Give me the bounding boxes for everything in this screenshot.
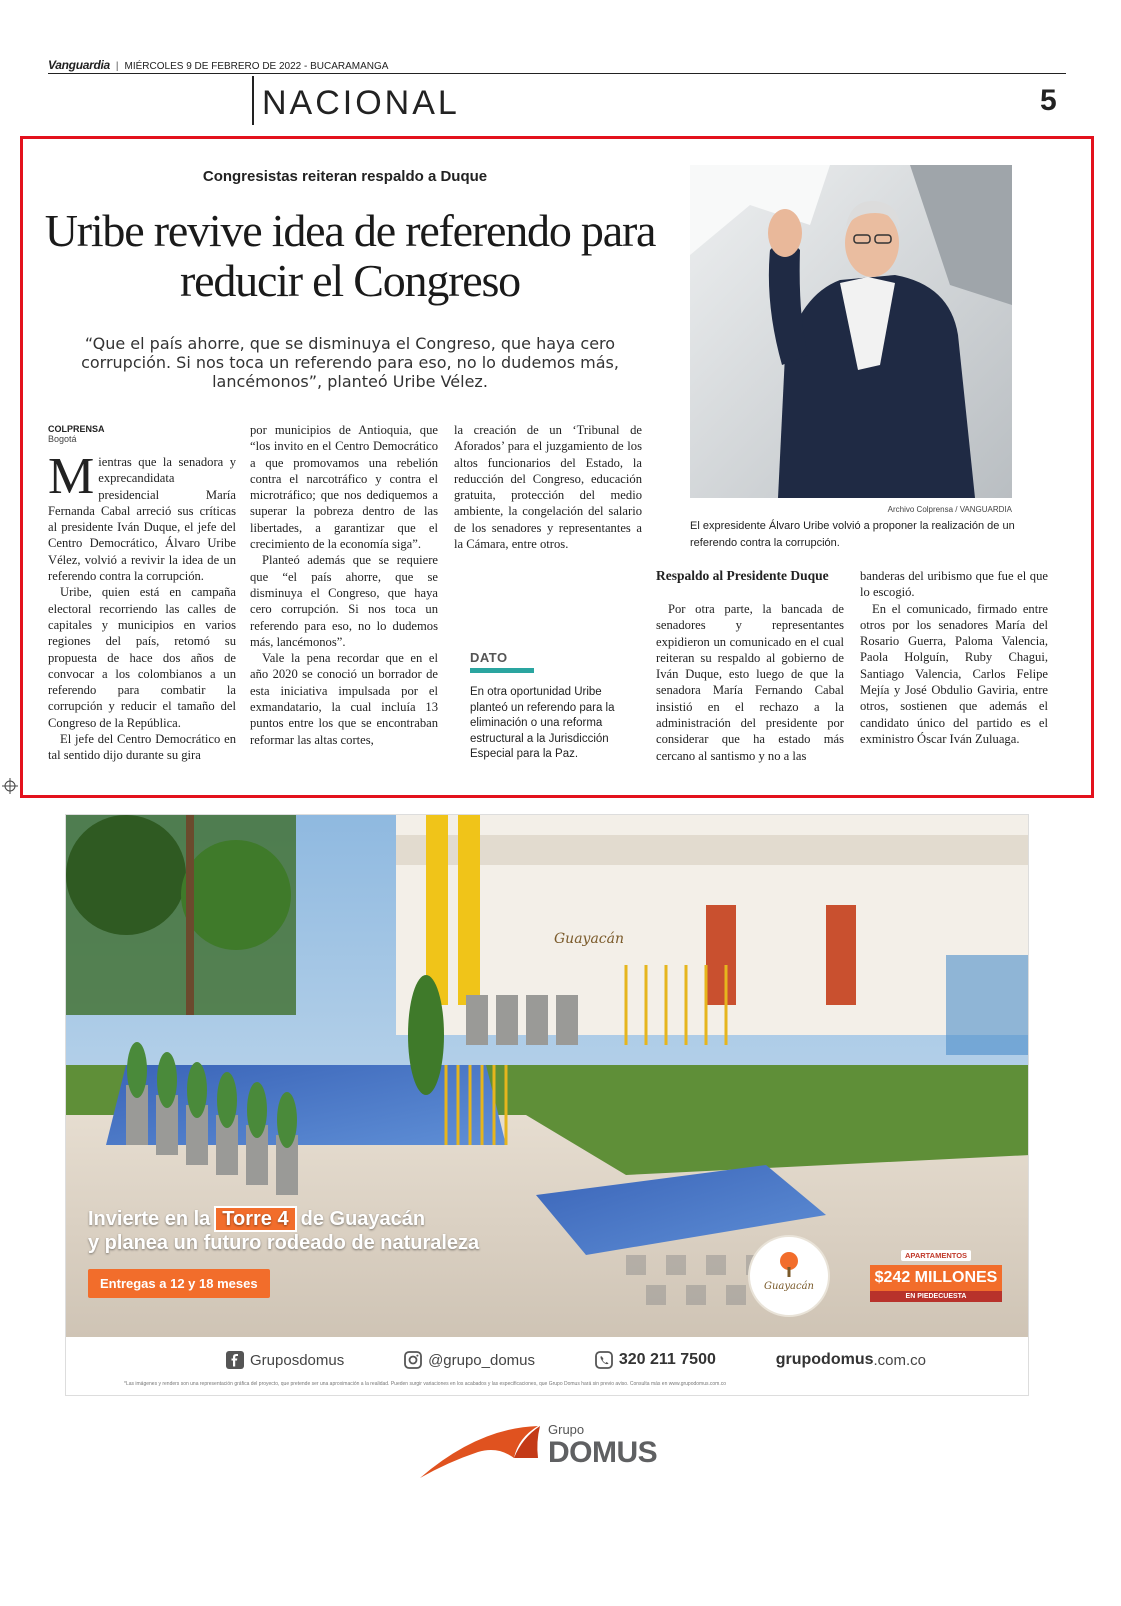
dato-accent-bar <box>470 668 534 673</box>
website-bold: grupodomus <box>775 1351 874 1368</box>
ad-price-box <box>870 1245 1002 1302</box>
facebook-handle: Gruposdomus <box>250 1351 345 1369</box>
whatsapp-icon <box>595 1351 613 1369</box>
ad-footer <box>66 1337 1029 1396</box>
paragraph <box>48 448 236 584</box>
ad-tagline-torre: Torre 4 <box>214 1206 296 1232</box>
ad-contacts <box>226 1351 926 1369</box>
article-column-2 <box>250 422 438 748</box>
photo-caption: El expresidente Álvaro Uribe volvió a proponer la realización de un referendo contra la corrupción. <box>690 520 1015 549</box>
article-photo <box>690 165 1012 498</box>
section-title: NACIONAL <box>262 84 460 122</box>
facebook-icon <box>226 1351 244 1369</box>
dateline: MIÉRCOLES 9 DE FEBRERO DE 2022 - BUCARAMANGA <box>124 61 389 72</box>
registration-mark-icon <box>2 778 18 794</box>
phone-number: 320 211 7500 <box>618 1351 716 1368</box>
logo-domus: DOMUS <box>548 1436 658 1469</box>
ad-tagline <box>88 1207 479 1255</box>
paragraph: En el comunicado, firmado entre otros por los senadores María del Rosario Guerra, Paloma Valencia, Paola Holguín, Ruby Chagui, Santiago Valencia, Carlos Felipe Mejía y José Obdulio Gaviria, entre otros, sostienen que además el candidato único del partido es el exministro Óscar Iván Zuluaga. <box>860 601 1048 746</box>
byline-agency: COLPRENSA <box>48 424 105 434</box>
website-link[interactable] <box>776 1351 926 1369</box>
ad-tagline-pre: Invierte en la <box>88 1208 211 1230</box>
seal-brand: Guayacán <box>763 1281 814 1292</box>
dato-box <box>470 650 624 763</box>
dropcap: M <box>48 448 95 505</box>
ad-tagline-post: de Guayacán <box>300 1208 426 1230</box>
dato-label: DATO <box>470 650 508 665</box>
photo-credit: Archivo Colprensa / VANGUARDIA <box>887 505 1012 514</box>
paragraph: Planteó además que se requiere que “el país ahorre, que se disminuya el Congreso, que haya cero corrupción. Si nos toca un referendo para eso, no lo dudemos más, lancémonos”. <box>250 553 438 649</box>
tree-icon <box>775 1251 803 1279</box>
article-column-4 <box>656 601 844 764</box>
article-kicker: Congresistas reiteran respaldo a Duque <box>202 168 488 185</box>
guayacan-seal <box>748 1235 830 1317</box>
ad-cta-badge: Entregas a 12 y 18 meses <box>88 1269 270 1298</box>
article-standfirst: “Que el país ahorre, que se disminuya el Congreso, que haya cero corrupción. Si nos toca un referendo para eso, no lo dudemos más, lancémonos”, planteó Uribe Vélez. <box>81 334 619 391</box>
ad-price-label: APARTAMENTOS <box>901 1250 971 1261</box>
paragraph: Uribe, quien está en campaña electoral recorriendo las calles de capitales y municipios en varios regiones del país, retomó su propuesta de hace dos años de convocar a los colombianos a un referendo para combatir la corrupción y reducir el tamaño del Congreso de la República. <box>48 585 236 730</box>
article-subhead: Respaldo al Presidente Duque <box>656 568 829 583</box>
article-column-5 <box>860 568 1048 747</box>
ad-price-location: EN PIEDECUESTA <box>870 1291 1002 1302</box>
website-rest: .com.co <box>873 1351 926 1369</box>
instagram-handle: @grupo_domus <box>428 1351 536 1369</box>
paragraph: El jefe del Centro Democrático en tal sentido dijo durante su gira <box>48 732 236 763</box>
paragraph: banderas del uribismo que fue el que lo escogió. <box>860 569 1048 600</box>
section-divider <box>252 76 254 125</box>
byline-city: Bogotá <box>48 434 77 444</box>
photo-illustration <box>690 165 1012 498</box>
masthead-separator: | <box>115 61 119 72</box>
newspaper-brand: Vanguardia <box>48 58 110 72</box>
paragraph: por municipios de Antioquia, que “los invito en el Centro Democrático a que promovamos una rebelión contra el narcotráfico y contra el microtráfico; que nos dediquemos a superar la pobreza dentro de las libertades, a garantizar que el crecimiento de la economía siga”. <box>250 423 438 552</box>
logo-grupo: Grupo <box>548 1422 585 1437</box>
instagram-contact[interactable] <box>404 1351 535 1369</box>
dato-text: En otra oportunidad Uribe planteó un referendo para la eliminación o una reforma estructural a la Jurisdicción Especial para la Paz. <box>470 686 615 760</box>
masthead <box>48 58 1066 74</box>
byline <box>48 424 105 444</box>
page-number: 5 <box>1040 84 1057 117</box>
ad-disclaimer: *Las imágenes y renders son una representación gráfica del proyecto, que pretende ser una aproximación a la realidad. Pueden surgir variaciones en los acabados y las especificaciones, que Grupo Domus hará sin previo aviso. Consulta más en www.grupodomus.com.co <box>124 1381 727 1387</box>
whatsapp-contact[interactable] <box>595 1351 716 1369</box>
ad-price-amount: $242 MILLONES <box>870 1265 1002 1291</box>
paragraph-text: ientras que la senadora y exprecandidata presidencial María Fernanda Cabal arreció sus críticas al presidente Iván Duque, el jefe del Centro Democrático, Álvaro Uribe Vélez, volvió a revivir la idea de un referendo contra la corrupción. <box>48 455 236 584</box>
paragraph: la creación de un ‘Tribunal de Aforados’ para el juzgamiento de los altos funcionarios del Estado, la reducción del Congreso, educación gratuita, protección del medio ambiente, la congelación del salario de los senadores y representantes a la Cámara, entre otros. <box>454 423 642 552</box>
article-headline: Uribe revive idea de referendo para reducir el Congreso <box>44 205 656 306</box>
instagram-icon <box>404 1351 422 1369</box>
article-column-1 <box>48 448 236 764</box>
article-column-3 <box>454 422 642 552</box>
advertisement[interactable] <box>65 814 1029 1396</box>
paragraph: Vale la pena recordar que en el año 2020 se conoció un borrador de esta iniciativa impulsada por el exmandatario, la cual incluía 13 puntos entre los que se encontraban reformar las altas cortes, <box>250 651 438 747</box>
facebook-contact[interactable] <box>226 1351 344 1369</box>
paragraph: Por otra parte, la bancada de senadores y representantes expidieron un comunicado en el cual reiteran su respaldo al gobierno de Iván Duque, esto luego de que la senadora María Fernando Cabal insistió en el rechazo a la administración del presidente por considerar que ha estado más cercano al santismo y no a las <box>656 602 844 763</box>
ad-scene-brand: Guayacán <box>554 931 625 947</box>
ad-tagline-line2: y planea un futuro rodeado de naturaleza <box>88 1232 480 1254</box>
